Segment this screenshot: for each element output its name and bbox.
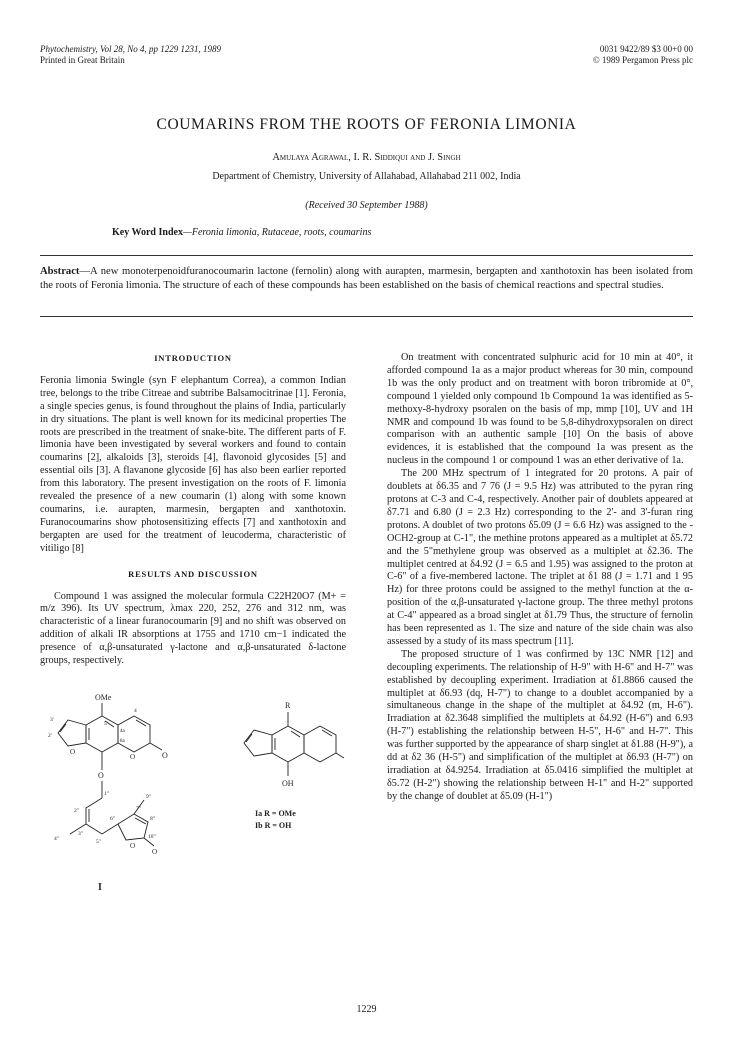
keyword-label: Key Word Index (112, 227, 183, 238)
paper-title: COUMARINS FROM THE ROOTS OF FERONIA LIMONIA (156, 116, 577, 133)
carbonyl-bond (150, 743, 162, 750)
lactone-double-bond (135, 818, 146, 824)
locant-8dprime: 8" (150, 816, 155, 822)
ome-label: OMe (95, 693, 112, 702)
locant-9dprime: 9" (146, 794, 151, 800)
keyword-text: —Feronia limonia, Rutaceae, roots, coumarins (182, 227, 372, 238)
c5-chain-bond (86, 824, 118, 834)
lactone-ring (118, 814, 148, 840)
pyranone-double-bond (136, 720, 146, 726)
abstract-top-rule (40, 255, 693, 256)
locant-6dprime: 6" (110, 816, 115, 822)
locant-1dprime: 1" (104, 791, 109, 797)
furan-oxygen-label: O (70, 748, 76, 756)
furan-ring (58, 720, 86, 746)
carbonyl-bond-1a (336, 753, 344, 758)
locant-2dprime: 2" (74, 808, 79, 814)
received-date: (Received 30 September 1988) (305, 200, 428, 211)
right-paragraph-2: The 200 MHz spectrum of 1 integrated for 20 protons. A pair of doublets at δ6.35 and 7 76 (J = 9.5 Hz) was attributed to the pyran ring protons at C-3 and C-4, respectively. Another pair of doublets appeared at δ7.71 and 6.80 (J = 2.3 Hz) corresponding to the 2'- and 3'-furan ring protons. A doublet of two protons δ5.09 (J = 6.6 Hz) was assigned to the -OCH2-group at C-1", the methine protons appeared as a multiplet at δ5.72 and the 5"methylene group was observed as a multiplet at δ2.36. The multiplet centred at δ4.92 (J = 6.5 and 1.95) was assigned to the proton at C-6" of a five-membered lactone. The triplet at δ1 88 (J = 1.71 and 1 95 Hz) for three protons could be assigned to the methyl function at the α-position of the α,β-unsaturated γ-lactone group. The three methyl protons at C-4" appeared as a broad singlet at δ1.79 Thus, the structure of fernolin has been represented as 1. The size and nature of the side chain was also assessed by a study of its mass spectrum [11]. (387, 468, 693, 647)
ether-oxygen-label: O (98, 771, 104, 780)
right-column (387, 352, 693, 804)
ring-oxygen-label: O (130, 753, 136, 761)
compound-1b-label: Ib R = OH (255, 821, 292, 830)
furan-ring-1a (244, 730, 272, 756)
journal-citation: Phytochemistry, Vol 28, No 4, pp 1229 1231, 1989 (40, 44, 221, 54)
locant-4: 4 (134, 708, 137, 714)
structure-compound-1a-1b (244, 701, 344, 830)
locant-10dprime: 10" (148, 834, 156, 840)
locant-3dprime: 3" (78, 831, 83, 837)
results-paragraph: Compound 1 was assigned the molecular formula C22H20O7 (M+ = m/z 396). Its UV spectrum, λmax 220, 252, 276 and 312 nm, was characteristic of a linear furanocoumarin [9] and no shift was observed on addition of alkali IR absorptions at 1755 and 1710 cm−1 indicated the presence of α,β-unsaturated γ-lactone and α,β-unsaturated δ-lactone groups, respectively. (40, 590, 346, 667)
right-paragraph-3: The proposed structure of 1 was confirmed by 13C NMR [12] and decoupling experiments. The relationship of H-9" with H-6" and H-7" was established by decoupling experiment. Irradiation at δ1.8866 caused the multiplet at δ6.93 (dq, H-7") to change to a doublet accompanied by a simultaneous change in the shape of the multiplet at δ4.92 (m, H-6"). Irradiation at δ2.3648 simplified the multiplets at δ4.92 (H-6") and 6.93 (H-7") establishing the relationship between H-5", H-6" and H-7". This was further supported by the appearance of sharp singlet at δ1.88 (H-9"), a dd at δ2 36 (H-5") and simplification of the multiplet at δ6.93 (H-7") on irradiation at δ4.9254. Irradiation at δ5.0416 simplified the multiplet at δ5.72 (H-2") showing the relationship between H-1" and H-2" supported by the change of doublet at δ5.09 (H-1") (387, 648, 693, 802)
locant-4a: 4a (120, 729, 125, 734)
r-substituent-label: R (285, 701, 291, 710)
benzene-ring-1a (272, 726, 304, 762)
compound-1a-label: Ia R = OMe (255, 809, 296, 818)
abstract (40, 265, 693, 292)
locant-8a: 8a (120, 739, 125, 744)
locant-5dprime: 5" (96, 839, 101, 845)
locant-3prime: 3' (50, 717, 54, 723)
locant-4dprime: 4" (54, 836, 59, 842)
locant-7dprime: 7" (136, 806, 141, 812)
abstract-text: —A new monoterpenoidfuranocoumarin lactone (fernolin) along with aurapten, marmesin, bergapten and xanthotoxin has been isolated from the roots of Feronia limonia. The structure of each of these compounds has been established on the basis of chemical reactions and spectral studies. (40, 266, 693, 291)
journal-header-right (593, 44, 693, 66)
journal-header-left (40, 44, 221, 66)
affiliation: Department of Chemistry, University of Allahabad, Allahabad 211 002, India (212, 171, 521, 182)
pyranone-ring-1a (304, 726, 336, 762)
print-location: Printed in Great Britain (40, 55, 125, 65)
right-paragraph-1: On treatment with concentrated sulphuric acid for 10 min at 40°, it afforded compound 1a as a major product whereas for 30 min, compound 1b was the only product and on treatment with boron tribromide at 0°, compound 1 yielded only compound 1b Compound 1a was identified as 5-methoxy-8-hydroxy psoralen on the basis of mp, mmp [10], UV and 1H NMR and compound 1b was found to be 5,8-dihydroxypsoralen on direct comparison with an authentic sample [10] On the basis of above evidences, it is established that the compound 1a was present as the nucleus in the compound 1 or compound 1 was an ether derivative of 1a. (387, 352, 693, 467)
abstract-label: Abstract (40, 266, 80, 277)
furan-double-bond (60, 724, 66, 732)
furan-double-bond-1a (246, 734, 252, 742)
pyranone-ring (118, 716, 150, 752)
chemical-structures-figure (40, 690, 346, 980)
lactone-oxygen-label: O (130, 842, 136, 850)
issn-price: 0031 9422/89 $3 00+0 00 (599, 44, 693, 54)
intro-paragraph: Feronia limonia Swingle (syn F elephantum Correa), a common Indian tree, belongs to the tribe Citreae and subtribe Balsamocitrinae [1]. Feronia, a single species genus, is found throughout the plains of India, particularly in dry situations. The plant is well known for its medicinal properties The roots are prescribed in the treatment of snake-bite. The different parts of F. limonia have been investigated by several workers and found to contain coumarins [2], alkaloids [3], steroids [4], flavonoid glycosides [5] and essential oils [3]. A flavanone glycoside [6] has also been earlier reported from this laboratory. The present investigation on the roots of F. limonia revealed the presence of a new coumarin (1) along with some known coumarins, i.e. aurapten, marmesin, bergapten and xanthotoxin. Furanocoumarins show photosensitizing effects [7] and xanthotoxin and bergapten are used for the treatment of leucoderma, characteristic of vitiligo [8] (40, 374, 346, 554)
copyright: © 1989 Pergamon Press plc (592, 55, 693, 65)
locant-2prime: 2' (48, 733, 52, 739)
carbonyl-oxygen-label: O (162, 751, 168, 760)
left-column (40, 352, 346, 668)
abstract-bottom-rule (40, 316, 693, 317)
keyword-index (112, 227, 371, 238)
lactone-carbonyl-label: O (152, 848, 158, 856)
compound-1-label: I (98, 882, 102, 893)
side-chain-bonds (86, 798, 102, 824)
section-heading-results: RESULTS AND DISCUSSION (128, 568, 258, 579)
section-heading-introduction: INTRODUCTION (154, 353, 232, 363)
author-list: Amulaya Agrawal, I. R. Siddiqui and J. Singh (272, 152, 461, 163)
benzene-ring (86, 716, 118, 752)
locant-5: 5 (104, 721, 107, 727)
oh-label: OH (282, 779, 294, 788)
pyranone-double-bond-1a (322, 730, 332, 736)
page-number: 1229 (356, 1004, 377, 1015)
structure-compound-1 (48, 693, 168, 893)
